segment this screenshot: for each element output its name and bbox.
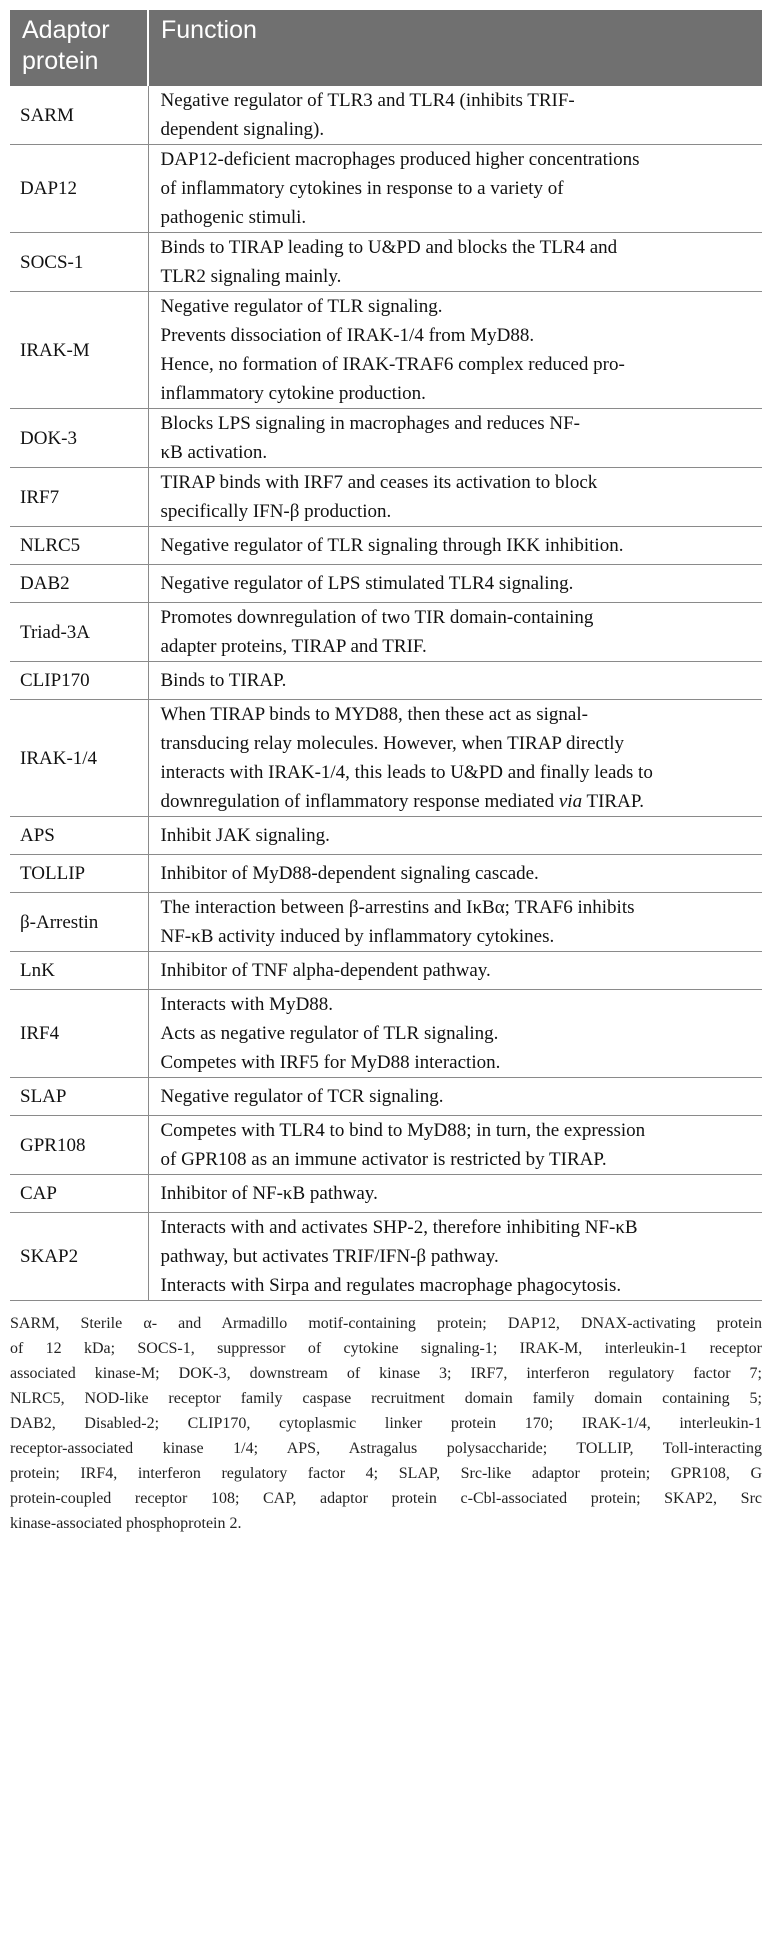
- adaptor-protein-cell: DAP12: [10, 145, 148, 233]
- function-line: of GPR108 as an immune activator is restricted by TIRAP.: [160, 1149, 607, 1170]
- function-cell: [148, 603, 762, 662]
- table-row: [10, 817, 762, 855]
- function-line: Negative regulator of LPS stimulated TLR4 signaling.: [160, 573, 574, 594]
- adaptor-protein-cell: SKAP2: [10, 1213, 148, 1301]
- table-row: [10, 86, 762, 145]
- function-line: Competes with IRF5 for MyD88 interaction.: [160, 1052, 501, 1073]
- footnote-line: NLRC5, NOD-like receptor family caspase recruitment domain family domain containing 5;: [10, 1390, 762, 1407]
- table-row: [10, 952, 762, 990]
- function-cell: [148, 565, 762, 603]
- function-cell: [148, 817, 762, 855]
- adaptor-protein-cell: IRF7: [10, 468, 148, 527]
- footnote-line: SARM, Sterile α- and Armadillo motif-containing protein; DAP12, DNAX-activating protein: [10, 1315, 762, 1332]
- table-row: [10, 527, 762, 565]
- function-line: pathogenic stimuli.: [160, 207, 307, 228]
- function-line: TIRAP binds with IRF7 and ceases its activation to block: [160, 472, 598, 493]
- function-line: Binds to TIRAP.: [160, 670, 287, 691]
- function-cell: [148, 233, 762, 292]
- adaptor-protein-cell: SLAP: [10, 1078, 148, 1116]
- table-row: [10, 893, 762, 952]
- function-line: adapter proteins, TIRAP and TRIF.: [160, 636, 427, 657]
- function-cell: [148, 145, 762, 233]
- footnote-line: DAB2, Disabled-2; CLIP170, cytoplasmic linker protein 170; IRAK-1/4, interleukin-1: [10, 1415, 762, 1432]
- function-line: inflammatory cytokine production.: [160, 383, 426, 404]
- function-line: dependent signaling).: [160, 119, 325, 140]
- function-cell: [148, 1175, 762, 1213]
- function-cell: [148, 855, 762, 893]
- table-row: [10, 1116, 762, 1175]
- function-line: Binds to TIRAP leading to U&PD and blocks the TLR4 and: [160, 237, 618, 258]
- function-line: Blocks LPS signaling in macrophages and reduces NF-: [160, 413, 581, 434]
- adaptor-protein-cell: IRF4: [10, 990, 148, 1078]
- function-line: of inflammatory cytokines in response to a variety of: [160, 178, 564, 199]
- footnote-line: protein-coupled receptor 108; CAP, adaptor protein c-Cbl-associated protein; SKAP2, Src: [10, 1490, 762, 1507]
- footnote-line: receptor-associated kinase 1/4; APS, Astragalus polysaccharide; TOLLIP, Toll-interacting: [10, 1440, 762, 1457]
- adaptor-protein-cell: DAB2: [10, 565, 148, 603]
- adaptor-protein-cell: SOCS-1: [10, 233, 148, 292]
- table-body: [10, 86, 762, 1301]
- table-row: [10, 1213, 762, 1301]
- document-page: [10, 10, 762, 1536]
- adaptor-protein-cell: NLRC5: [10, 527, 148, 565]
- function-line: Inhibitor of MyD88-dependent signaling cascade.: [160, 863, 539, 884]
- function-line: Inhibitor of NF-κB pathway.: [160, 1183, 378, 1204]
- function-line: NF-κB activity induced by inflammatory cytokines.: [160, 926, 555, 947]
- function-line: Interacts with MyD88.: [160, 994, 334, 1015]
- function-cell: [148, 1116, 762, 1175]
- function-line: TLR2 signaling mainly.: [160, 266, 342, 287]
- function-line: Inhibit JAK signaling.: [160, 825, 330, 846]
- header-adaptor-protein: Adaptor protein: [10, 10, 148, 86]
- function-line: DAP12-deficient macrophages produced higher concentrations: [160, 149, 640, 170]
- header-row: [10, 10, 762, 86]
- function-cell: [148, 468, 762, 527]
- header-function: Function: [148, 10, 762, 86]
- footnote-line: of 12 kDa; SOCS-1, suppressor of cytokine signaling-1; IRAK-M, interleukin-1 receptor: [10, 1340, 762, 1357]
- table-row: [10, 145, 762, 233]
- table-row: [10, 468, 762, 527]
- function-line: When TIRAP binds to MYD88, then these act as signal-: [160, 704, 588, 725]
- footnote-line: kinase-associated phosphoprotein 2.: [10, 1515, 242, 1532]
- table-row: [10, 565, 762, 603]
- adaptor-protein-cell: DOK-3: [10, 409, 148, 468]
- function-cell: [148, 1078, 762, 1116]
- function-line: Interacts with Sirpa and regulates macrophage phagocytosis.: [160, 1275, 622, 1296]
- adaptor-protein-cell: IRAK-M: [10, 292, 148, 409]
- function-line: The interaction between β-arrestins and IκBα; TRAF6 inhibits: [160, 897, 635, 918]
- function-line: κB activation.: [160, 442, 268, 463]
- function-line: Promotes downregulation of two TIR domain-containing: [160, 607, 594, 628]
- function-cell: [148, 700, 762, 817]
- adaptor-protein-table: [10, 10, 762, 1301]
- function-line: Negative regulator of TLR3 and TLR4 (inhibits TRIF-: [160, 90, 575, 111]
- adaptor-protein-cell: CLIP170: [10, 662, 148, 700]
- adaptor-protein-cell: Triad-3A: [10, 603, 148, 662]
- adaptor-protein-cell: GPR108: [10, 1116, 148, 1175]
- table-row: [10, 662, 762, 700]
- function-line: specifically IFN-β production.: [160, 501, 392, 522]
- footnote-line: associated kinase-M; DOK-3, downstream of kinase 3; IRF7, interferon regulatory factor 7;: [10, 1365, 762, 1382]
- function-line: Inhibitor of TNF alpha-dependent pathway.: [160, 960, 491, 981]
- table-header: [10, 10, 762, 86]
- footnote-line: protein; IRF4, interferon regulatory factor 4; SLAP, Src-like adaptor protein; GPR108, G: [10, 1465, 762, 1482]
- function-line: Competes with TLR4 to bind to MyD88; in turn, the expression: [160, 1120, 646, 1141]
- function-cell: [148, 990, 762, 1078]
- function-cell: [148, 409, 762, 468]
- adaptor-protein-cell: CAP: [10, 1175, 148, 1213]
- function-line: Negative regulator of TLR signaling.: [160, 296, 443, 317]
- function-line: Negative regulator of TLR signaling through IKK inhibition.: [160, 535, 624, 556]
- function-cell: [148, 1213, 762, 1301]
- adaptor-protein-cell: SARM: [10, 86, 148, 145]
- adaptor-protein-cell: APS: [10, 817, 148, 855]
- function-cell: [148, 952, 762, 990]
- table-row: [10, 233, 762, 292]
- table-row: [10, 603, 762, 662]
- function-line: Acts as negative regulator of TLR signaling.: [160, 1023, 499, 1044]
- function-line: pathway, but activates TRIF/IFN-β pathway.: [160, 1246, 499, 1267]
- adaptor-protein-cell: β-Arrestin: [10, 893, 148, 952]
- table-row: [10, 292, 762, 409]
- function-line: Prevents dissociation of IRAK-1/4 from MyD88.: [160, 325, 535, 346]
- adaptor-protein-cell: LnK: [10, 952, 148, 990]
- function-line: interacts with IRAK-1/4, this leads to U&PD and finally leads to: [160, 762, 653, 783]
- function-cell: [148, 292, 762, 409]
- table-row: [10, 700, 762, 817]
- table-row: [10, 409, 762, 468]
- function-line: transducing relay molecules. However, when TIRAP directly: [160, 733, 625, 754]
- table-row: [10, 1175, 762, 1213]
- table-row: [10, 855, 762, 893]
- function-line: Negative regulator of TCR signaling.: [160, 1086, 444, 1107]
- function-cell: [148, 893, 762, 952]
- adaptor-protein-cell: IRAK-1/4: [10, 700, 148, 817]
- adaptor-protein-cell: TOLLIP: [10, 855, 148, 893]
- function-line: downregulation of inflammatory response mediated via TIRAP.: [160, 791, 645, 812]
- function-cell: [148, 86, 762, 145]
- table-row: [10, 990, 762, 1078]
- function-line: Interacts with and activates SHP-2, therefore inhibiting NF-κB: [160, 1217, 638, 1238]
- function-line: Hence, no formation of IRAK-TRAF6 complex reduced pro-: [160, 354, 625, 375]
- table-row: [10, 1078, 762, 1116]
- table-footnote: [10, 1311, 762, 1536]
- function-cell: [148, 527, 762, 565]
- function-cell: [148, 662, 762, 700]
